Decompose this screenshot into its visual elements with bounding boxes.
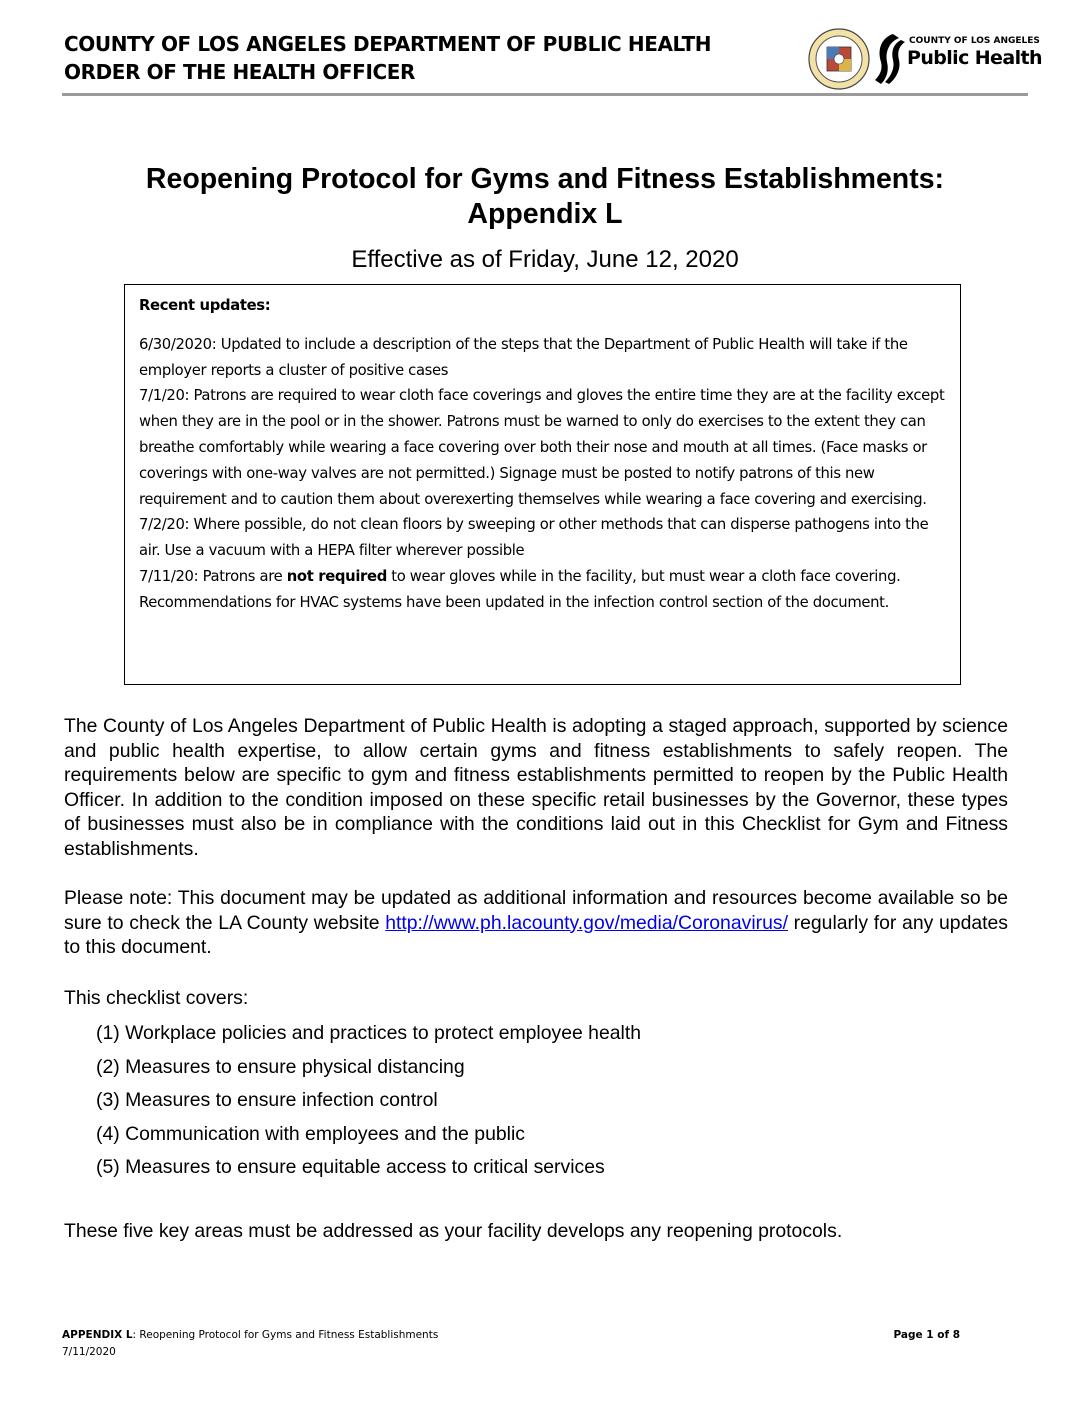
list-item: (3) Measures to ensure infection control <box>96 1089 438 1112</box>
title-line-1: Reopening Protocol for Gyms and Fitness Establishments: <box>145 163 945 195</box>
note-paragraph <box>64 886 1008 960</box>
note-post: regularly for any updates to this document. <box>64 911 1008 958</box>
recent-updates-box <box>124 284 961 685</box>
update-7-11-post: to wear gloves while in the facility, but must wear a cloth face covering. Recommendations for HVAC systems have been updated in the infection control section of the document. <box>139 567 901 611</box>
footer-appendix <box>62 1327 960 1344</box>
footer-date: 7/11/2020 <box>62 1346 116 1358</box>
update-7-11-bold: not required <box>286 567 387 585</box>
update-6-30: 6/30/2020: Updated to include a description of the steps that the Department of Public Health will take if the employer reports a cluster of positive cases <box>139 335 908 379</box>
checklist-intro: This checklist covers: <box>64 987 249 1009</box>
list-item: (2) Measures to ensure physical distancing <box>96 1055 465 1078</box>
update-7-11-pre: 7/11/20: Patrons are <box>139 567 287 585</box>
checklist-list <box>96 1017 641 1185</box>
page-title <box>64 162 1026 232</box>
list-item: (4) Communication with employees and the public <box>96 1122 525 1145</box>
update-7-1: 7/1/20: Patrons are required to wear cloth face coverings and gloves the entire time they are at the facility except when they are in the pool or in the shower. Patrons must be warned to only do exercises to the extent they can breathe comfortably while wearing a face covering over both their nose and mouth at all times. (Face masks or coverings with one-way valves are not permitted.) Signage must be posted to notify patrons of this new requirement and to caution them about overexerting themselves while wearing a face covering and exercising. <box>139 387 945 508</box>
header-order: ORDER OF THE HEALTH OFFICER <box>64 60 416 84</box>
recent-updates-heading: Recent updates: <box>139 297 271 314</box>
header-department: COUNTY OF LOS ANGELES DEPARTMENT OF PUBLIC HEALTH <box>64 32 712 56</box>
list-item: (1) Workplace policies and practices to protect employee health <box>96 1022 642 1044</box>
footer-appendix-rest: : Reopening Protocol for Gyms and Fitness Establishments <box>132 1329 439 1341</box>
intro-paragraph: The County of Los Angeles Department of Public Health is adopting a staged approach, supported by science and public health expertise, to allow certain gyms and fitness establishments to safely reopen. The requirements below are specific to gym and fitness establishments permitted to reopen by the Public Health Officer. In addition to the condition imposed on these specific retail businesses by the Governor, these types of businesses must also be in compliance with the conditions laid out in this Checklist for Gym and Fitness establishments. <box>64 715 1008 860</box>
effective-date: Effective as of Friday, June 12, 2020 <box>351 246 739 273</box>
closing-paragraph: These five key areas must be addressed as your facility develops any reopening protocols. <box>64 1220 843 1242</box>
title-line-2: Appendix L <box>467 198 623 230</box>
page-number: Page 1 of 8 <box>893 1329 960 1341</box>
public-health-mark-icon <box>873 30 907 86</box>
coronavirus-link[interactable]: http://www.ph.lacounty.gov/media/Coronavirus/ <box>385 911 788 934</box>
page-footer <box>62 1327 960 1361</box>
county-seal-icon <box>808 28 870 90</box>
update-7-11 <box>139 564 948 616</box>
logo-public-health-text: Public Health <box>907 47 1042 69</box>
header-divider <box>62 93 1028 96</box>
logo-county-text: COUNTY OF LOS ANGELES <box>909 36 1040 46</box>
footer-appendix-bold: APPENDIX L <box>62 1329 133 1341</box>
public-health-logo <box>873 30 1042 86</box>
document-header <box>64 30 711 86</box>
list-item: (5) Measures to ensure equitable access to critical services <box>96 1156 605 1179</box>
note-pre: Please note: This document may be updated as additional information and resources become available so be sure to check the LA County website <box>64 887 1008 934</box>
update-7-2: 7/2/20: Where possible, do not clean floors by sweeping or other methods that can disperse pathogens into the air. Use a vacuum with a HEPA filter wherever possible <box>139 516 929 560</box>
